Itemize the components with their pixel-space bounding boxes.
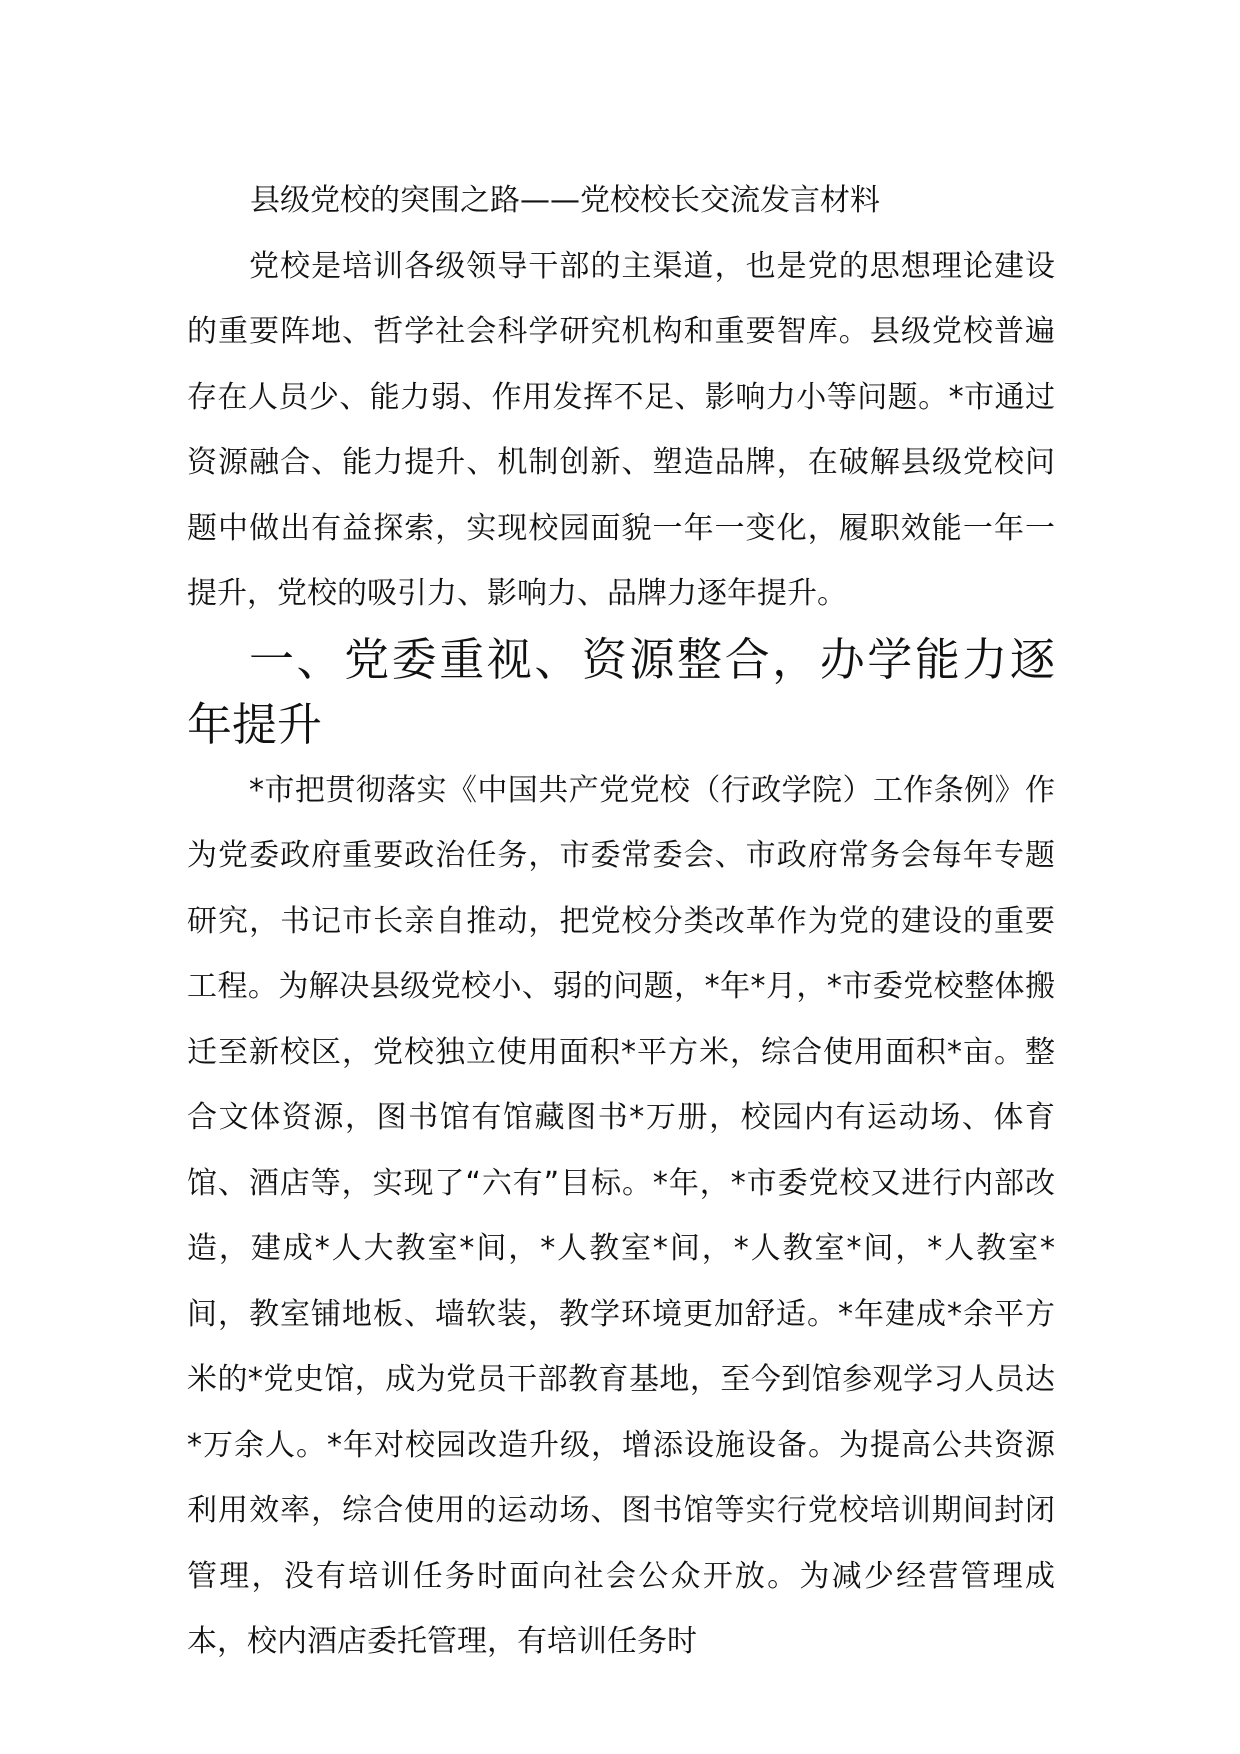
document-title: 县级党校的突围之路——党校校长交流发言材料 xyxy=(250,183,880,218)
section-1-heading: 一、党委重视、资源整合，办学能力逐年提升 xyxy=(187,632,1055,751)
intro-paragraph: 党校是培训各级领导干部的主渠道，也是党的思想理论建设的重要阵地、哲学社会科学研究机构和重要智库。县级党校普遍存在人员少、能力弱、作用发挥不足、影响力小等问题。*市通过资源融合、能力提升、机制创新、塑造品牌，在破解县级党校问题中做出有益探索，实现校园面貌一年一变化，履职效能一年一提升，党校的吸引力、影响力、品牌力逐年提升。 xyxy=(187,248,1055,611)
document-body xyxy=(187,168,1055,1675)
section-1-paragraph: *市把贯彻落实《中国共产党党校（行政学院）工作条例》作为党委政府重要政治任务，市委常委会、市政府常务会每年专题研究，书记市长亲自推动，把党校分类改革作为党的建设的重要工程。为解决县级党校小、弱的问题，*年*月，*市委党校整体搬迁至新校区，党校独立使用面积*平方米，综合使用面积*亩。整合文体资源，图书馆有馆藏图书*万册，校园内有运动场、体育馆、酒店等，实现了“六有”目标。*年，*市委党校又进行内部改造，建成*人大教室*间，*人教室*间，*人教室*间，*人教室*间，教室铺地板、墙软装，教学环境更加舒适。*年建成*余平方米的*党史馆，成为党员干部教育基地，至今到馆参观学习人员达*万余人。*年对校园改造升级，增添设施设备。为提高公共资源利用效率，综合使用的运动场、图书馆等实行党校培训期间封闭管理，没有培训任务时面向社会公众开放。为减少经营管理成本，校内酒店委托管理，有培训任务时 xyxy=(187,772,1055,1659)
